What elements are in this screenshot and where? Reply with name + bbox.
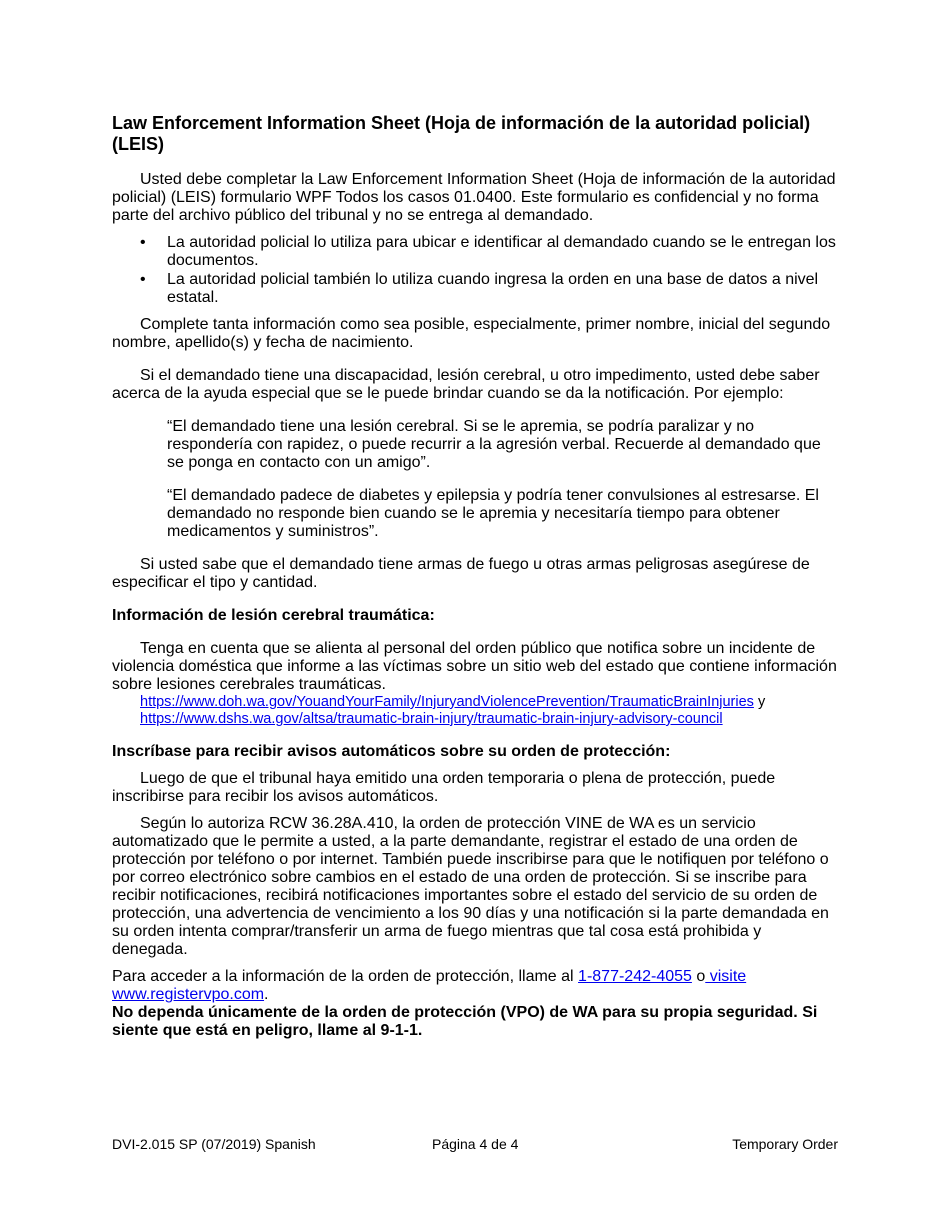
notify-paragraph-1: Luego de que el tribunal haya emitido una orden temporaria o plena de protección, puede inscribirse para recibir los avisos automáticos. (112, 770, 776, 805)
tbi-heading: Información de lesión cerebral traumática: (112, 607, 435, 624)
visit-link-text[interactable]: visite (705, 968, 747, 985)
notify-paragraph-2: Según lo autoriza RCW 36.28A.410, la orden de protección VINE de WA es un servicio automatizado que le permite a usted, a la parte demandante, registrar el estado de una orden de protección por teléfono o por internet. También puede inscribirse para que le notifiquen por teléfono o por correo electrónico sobre cambios en el estado de una orden de protección. Si se inscribe para recibir notificaciones, recibirá notificaciones importantes sobre el estado del servicio de su orden de protección, una advertencia de vencimiento a los 90 días y una notificación si la parte demandada en su orden intenta comprar/transferir un arma de fuego mientras que tal cosa está prohibida y denegada. (112, 815, 829, 958)
usage-list (112, 234, 838, 307)
bullet-icon: • (140, 271, 146, 288)
links-conjunction: y (753, 694, 766, 710)
access-paragraph: Para acceder a la información de la orden de protección, llame al 1-877-242-4055 o visite www.registervpo.com. (112, 968, 747, 1003)
firearms-paragraph: Si usted sabe que el demandado tiene armas de fuego u otras armas peligrosas asegúrese de especificar el tipo y cantidad. (112, 556, 810, 591)
list-item: • La autoridad policial lo utiliza para ubicar e identificar al demandado cuando se le entregan los documentos. (140, 234, 836, 269)
disability-paragraph: Si el demandado tiene una discapacidad, lesión cerebral, u otro impedimento, usted debe saber acerca de la ayuda especial que se le puede brindar cuando se da la notificación. Por ejemplo: (112, 367, 820, 402)
notify-heading: Inscríbase para recibir avisos automáticos sobre su orden de protección: (112, 743, 671, 760)
document-page (112, 113, 838, 1040)
tbi-paragraph: Tenga en cuenta que se alienta al personal del orden público que notifica sobre un incidente de violencia doméstica que informe a las víctimas sobre un sitio web del estado que contiene información sobre lesiones cerebrales traumáticas. (112, 640, 837, 693)
tbi-links (140, 694, 838, 728)
footer-form-id: DVI-2.015 SP (07/2019) Spanish (112, 1136, 316, 1152)
page-footer (112, 1136, 838, 1154)
registervpo-link[interactable]: www.registervpo.com (112, 986, 265, 1003)
list-item: • La autoridad policial también lo utiliza cuando ingresa la orden en una base de datos a nivel estatal. (140, 271, 819, 306)
dshs-tbi-link[interactable]: https://www.dshs.wa.gov/altsa/traumatic-brain-injury/traumatic-brain-injury-advisory-council (140, 711, 723, 727)
bullet-icon: • (140, 234, 146, 251)
page-title: Law Enforcement Information Sheet (Hoja de información de la autoridad policial)(LEIS) (112, 113, 811, 154)
footer-order-type: Temporary Order (732, 1136, 838, 1152)
complete-info-paragraph: Complete tanta información como sea posible, especialmente, primer nombre, inicial del segundo nombre, apellido(s) y fecha de nacimiento. (112, 316, 831, 351)
doh-tbi-link[interactable]: https://www.doh.wa.gov/YouandYourFamily/InjuryandViolencePrevention/TraumaticBrainInjuries (140, 694, 754, 710)
quote-diabetes: “El demandado padece de diabetes y epilepsia y podría tener convulsiones al estresarse. El demandado no responde bien cuando se le apremia y necesitaría tiempo para obtener medicamentos y suministros”. (167, 487, 819, 540)
footer-page-number: Página 4 de 4 (432, 1136, 519, 1152)
phone-link[interactable]: 1-877-242-4055 (578, 968, 692, 985)
safety-warning: No dependa únicamente de la orden de protección (VPO) de WA para su propia seguridad. Si siente que está en peligro, llame al 9-1-1. (112, 1004, 818, 1039)
quote-brain-injury: “El demandado tiene una lesión cerebral. Si se le apremia, se podría paralizar y no respondería con rapidez, o puede recurrir a la agresión verbal. Recuerde al demandado que se ponga en contacto con un amigo”. (167, 418, 821, 471)
intro-paragraph: Usted debe completar la Law Enforcement Information Sheet (Hoja de información de la autoridad policial) (LEIS) formulario WPF Todos los casos 01.0400. Este formulario es confidencial y no forma parte del archivo público del tribunal y no se entrega al demandado. (112, 171, 836, 224)
